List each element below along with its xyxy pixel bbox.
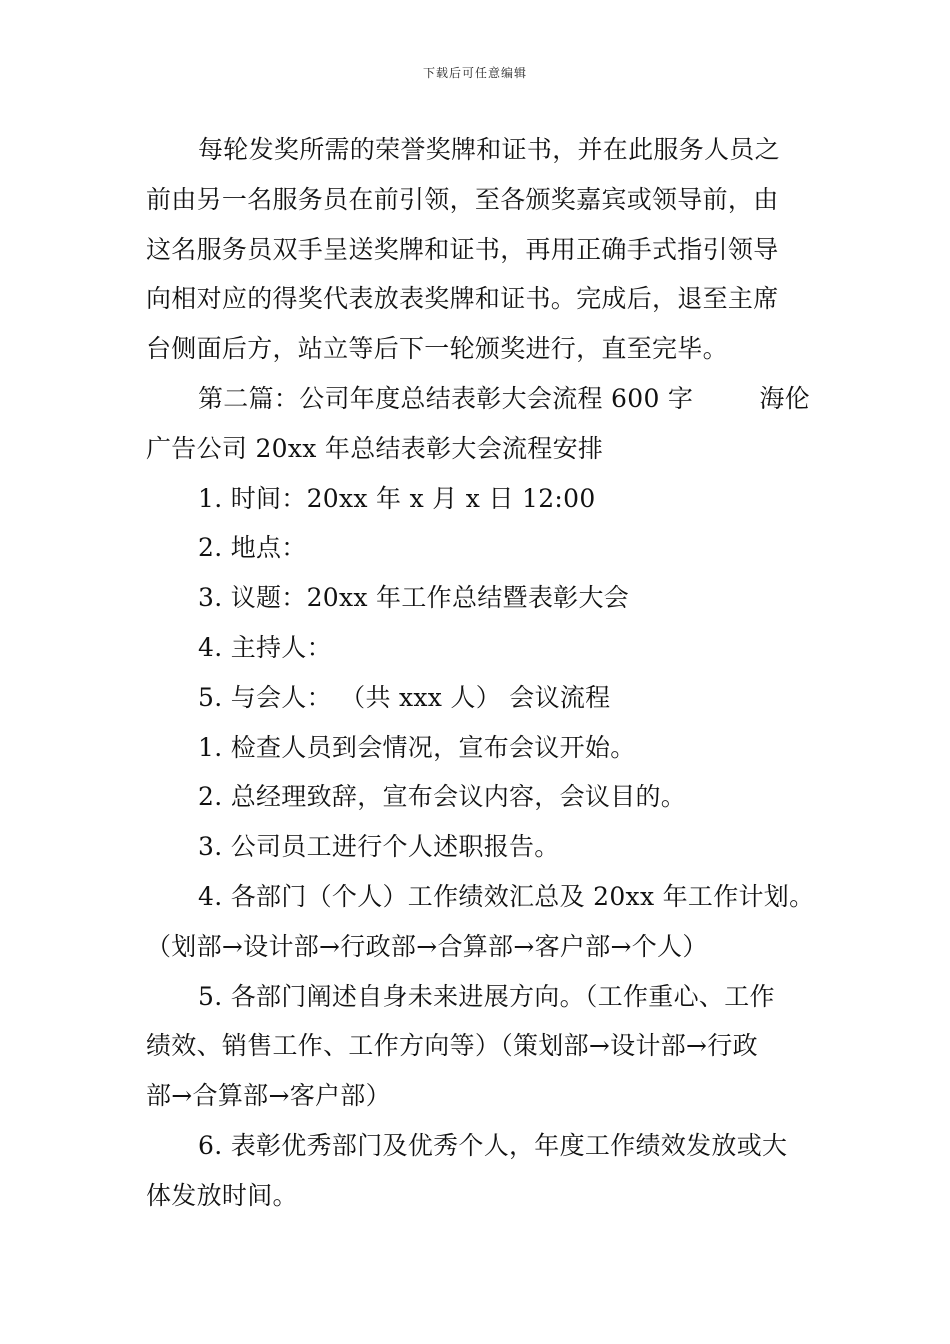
paragraph-line: 绩效、销售工作、工作方向等）（策划部→设计部→行政 bbox=[146, 1031, 758, 1061]
process-step-2: 2. 总经理致辞，宣布会议内容，会议目的。 bbox=[198, 782, 687, 812]
paragraph-line: 前由另一名服务员在前引领，至各颁奖嘉宾或领导前，由 bbox=[146, 184, 779, 214]
paragraph-line: 台侧面后方，站立等后下一轮颁奖进行，直至完毕。 bbox=[146, 334, 728, 364]
list-item-attendees: 5. 与会人： （共 xxx 人） 会议流程 bbox=[198, 682, 611, 712]
list-item-location: 2. 地点： bbox=[198, 533, 307, 563]
section-heading-line bbox=[146, 374, 810, 424]
document-body bbox=[146, 125, 815, 1221]
process-step-5: 5. 各部门阐述自身未来进展方向。（工作重心、工作 bbox=[198, 981, 775, 1011]
paragraph-line: （划部→设计部→行政部→合算部→客户部→个人） bbox=[146, 931, 708, 961]
paragraph-line: 向相对应的得奖代表放表奖牌和证书。完成后，退至主席 bbox=[146, 284, 779, 314]
list-item-host: 4. 主持人： bbox=[198, 632, 332, 662]
section-heading-continuation: 海伦 bbox=[759, 383, 810, 413]
process-step-4: 4. 各部门（个人）工作绩效汇总及 20xx 年工作计划。 bbox=[198, 881, 815, 911]
list-item-time: 1. 时间：20xx 年 x 月 x 日 12:00 bbox=[198, 483, 596, 513]
process-step-6: 6. 表彰优秀部门及优秀个人，年度工作绩效发放或大 bbox=[198, 1130, 788, 1160]
paragraph-line: 每轮发奖所需的荣誉奖牌和证书，并在此服务人员之 bbox=[198, 135, 780, 164]
paragraph-line: 体发放时间。 bbox=[146, 1180, 298, 1210]
list-item-topic: 3. 议题：20xx 年工作总结暨表彰大会 bbox=[198, 583, 630, 613]
section-heading: 第二篇：公司年度总结表彰大会流程 600 字 bbox=[198, 383, 694, 413]
page-header-note: 下载后可任意编辑 bbox=[422, 66, 527, 80]
paragraph-line: 这名服务员双手呈送奖牌和证书，再用正确手式指引领导 bbox=[146, 234, 779, 264]
paragraph-line: 部→合算部→客户部） bbox=[146, 1081, 391, 1111]
process-step-1: 1. 检查人员到会情况，宣布会议开始。 bbox=[198, 732, 636, 762]
process-step-3: 3. 公司员工进行个人述职报告。 bbox=[198, 832, 560, 862]
paragraph-line: 广告公司 20xx 年总结表彰大会流程安排 bbox=[146, 433, 604, 463]
